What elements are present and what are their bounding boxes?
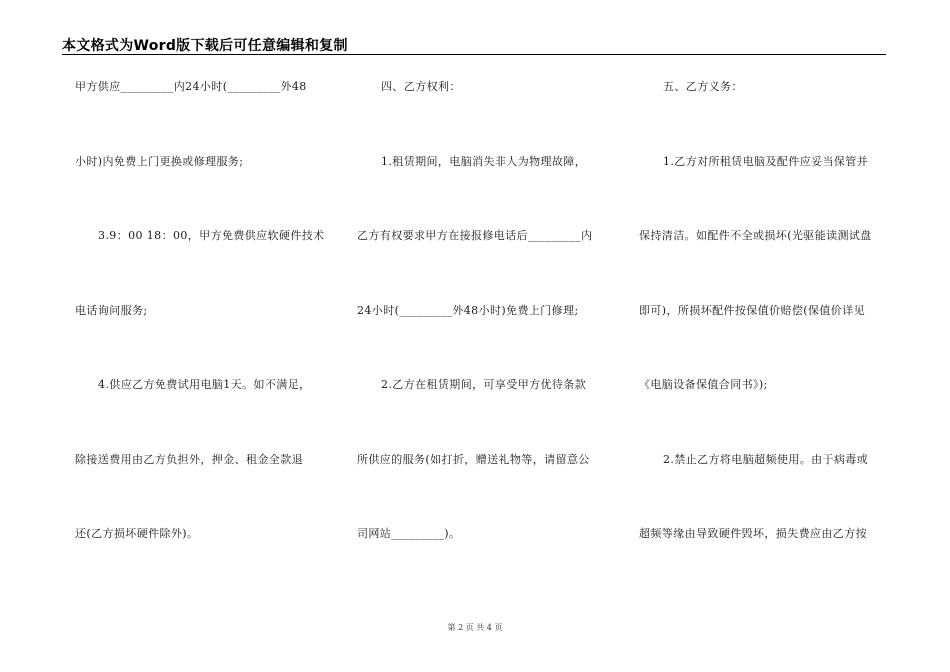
text-column-2 bbox=[357, 0, 612, 672]
page-number-footer: 第 2 页 共 4 页 bbox=[447, 623, 503, 632]
text-line: 还(乙方损坏硬件除外)。 bbox=[75, 527, 199, 540]
text-column-1 bbox=[75, 0, 330, 672]
text-line: 即可)，所损坏配件按保值价赔偿(保值价详见 bbox=[639, 304, 865, 317]
text-line: 保持清洁。如配件不全或损坏(光驱能读测试盘 bbox=[639, 229, 872, 242]
text-line: 五、乙方义务： bbox=[663, 80, 743, 93]
text-line: 4.供应乙方免费试用电脑1天。如不满足， bbox=[98, 378, 311, 391]
text-line: 所供应的服务(如打折，赠送礼物等，请留意公 bbox=[357, 453, 590, 466]
text-line: 小时)内免费上门更换或修理服务; bbox=[75, 155, 244, 168]
text-line: 四、乙方权利： bbox=[381, 80, 461, 93]
text-line: 1.乙方对所租赁电脑及配件应妥当保管并 bbox=[663, 155, 869, 168]
text-line: 乙方有权要求甲方在接报修电话后_________内 bbox=[357, 229, 593, 242]
text-line: 24小时(_________外48小时)免费上门修理; bbox=[357, 304, 579, 317]
page-header-title: 本文格式为Word版下载后可任意编辑和复制 bbox=[62, 38, 348, 54]
text-line: 超频等缘由导致硬件毁坏，损失费应由乙方按 bbox=[639, 527, 867, 540]
text-line: 电话询问服务; bbox=[75, 304, 148, 317]
text-column-3 bbox=[639, 0, 894, 672]
text-line: 除接送费用由乙方负担外，押金、租金全款退 bbox=[75, 453, 303, 466]
text-line: 2.禁止乙方将电脑超频使用。由于病毒或 bbox=[663, 453, 869, 466]
text-line: 甲方供应_________内24小时(_________外48 bbox=[75, 80, 307, 93]
text-line: 《电脑设备保值合同书》); bbox=[639, 378, 768, 391]
text-line: 2.乙方在租赁期间，可享受甲方优待条款 bbox=[381, 378, 587, 391]
text-line: 司网站_________)。 bbox=[357, 527, 461, 540]
text-line: 3.9：00 18：00，甲方免费供应软硬件技术 bbox=[98, 229, 325, 242]
text-line: 1.租赁期间，电脑消失非人为物理故障， bbox=[381, 155, 587, 168]
